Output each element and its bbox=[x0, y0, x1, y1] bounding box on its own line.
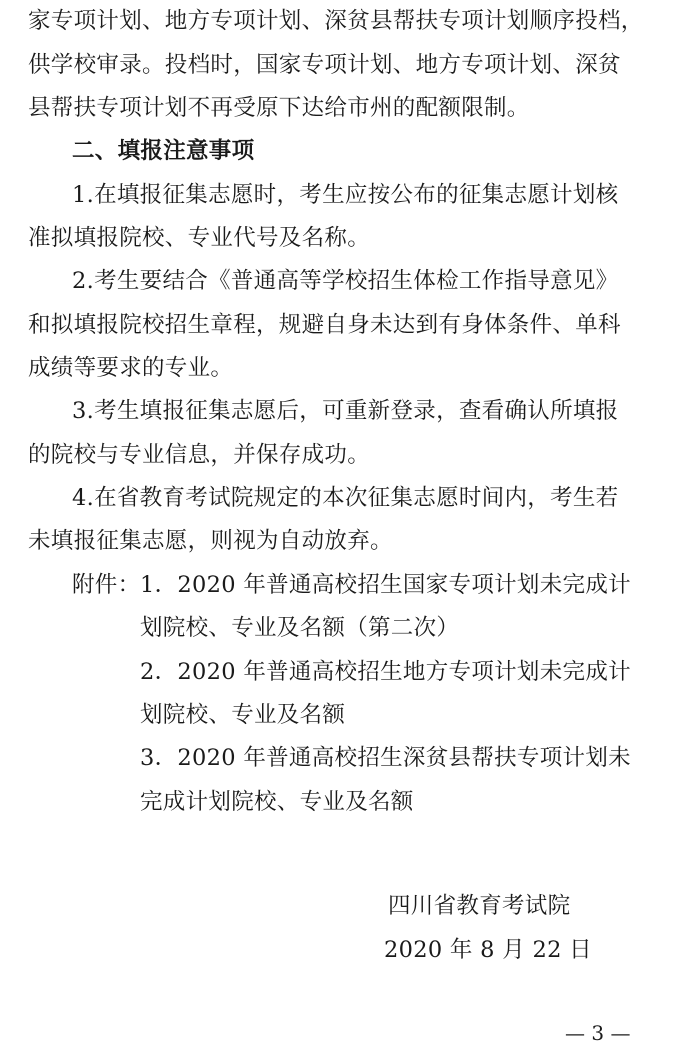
item-4-line-2: 未填报征集志愿，则视为自动放弃。 bbox=[28, 528, 393, 554]
section-heading: 二、填报注意事项 bbox=[72, 138, 255, 164]
attachment-1-line-1: 1．2020 年普通高校招生国家专项计划未完成计 bbox=[140, 572, 631, 598]
body-line-2: 供学校审录。投档时，国家专项计划、地方专项计划、深贫 bbox=[28, 52, 621, 78]
item-4-line-1: 4.在省教育考试院规定的本次征集志愿时间内，考生若 bbox=[72, 485, 619, 511]
item-1-line-2: 准拟填报院校、专业代号及名称。 bbox=[28, 225, 371, 251]
item-3-line-1: 3.考生填报征集志愿后，可重新登录，查看确认所填报 bbox=[72, 398, 619, 424]
attachment-2-line-2: 划院校、专业及名额 bbox=[140, 702, 346, 728]
item-3-line-2: 的院校与专业信息，并保存成功。 bbox=[28, 442, 371, 468]
attachment-2-line-1: 2．2020 年普通高校招生地方专项计划未完成计 bbox=[140, 659, 631, 685]
attachment-3-line-2: 完成计划院校、专业及名额 bbox=[140, 789, 414, 815]
attachments-label: 附件： bbox=[72, 572, 141, 598]
signature-date: 2020 年 8 月 22 日 bbox=[384, 937, 592, 963]
page-number: — 3 — bbox=[565, 1021, 631, 1045]
signature-org: 四川省教育考试院 bbox=[388, 893, 571, 919]
item-2-line-3: 成绩等要求的专业。 bbox=[28, 355, 234, 381]
body-line-1: 家专项计划、地方专项计划、深贫县帮扶专项计划顺序投档， bbox=[28, 8, 644, 34]
item-1-line-1: 1.在填报征集志愿时，考生应按公布的征集志愿计划核 bbox=[72, 182, 619, 208]
item-2-line-2: 和拟填报院校招生章程，规避自身未达到有身体条件、单科 bbox=[28, 312, 621, 338]
attachment-1-line-2: 划院校、专业及名额（第二次） bbox=[140, 615, 460, 641]
item-2-line-1: 2.考生要结合《普通高等学校招生体检工作指导意见》 bbox=[72, 268, 619, 294]
attachment-3-line-1: 3．2020 年普通高校招生深贫县帮扶专项计划未 bbox=[140, 745, 631, 771]
body-line-3: 县帮扶专项计划不再受原下达给市州的配额限制。 bbox=[28, 95, 530, 121]
